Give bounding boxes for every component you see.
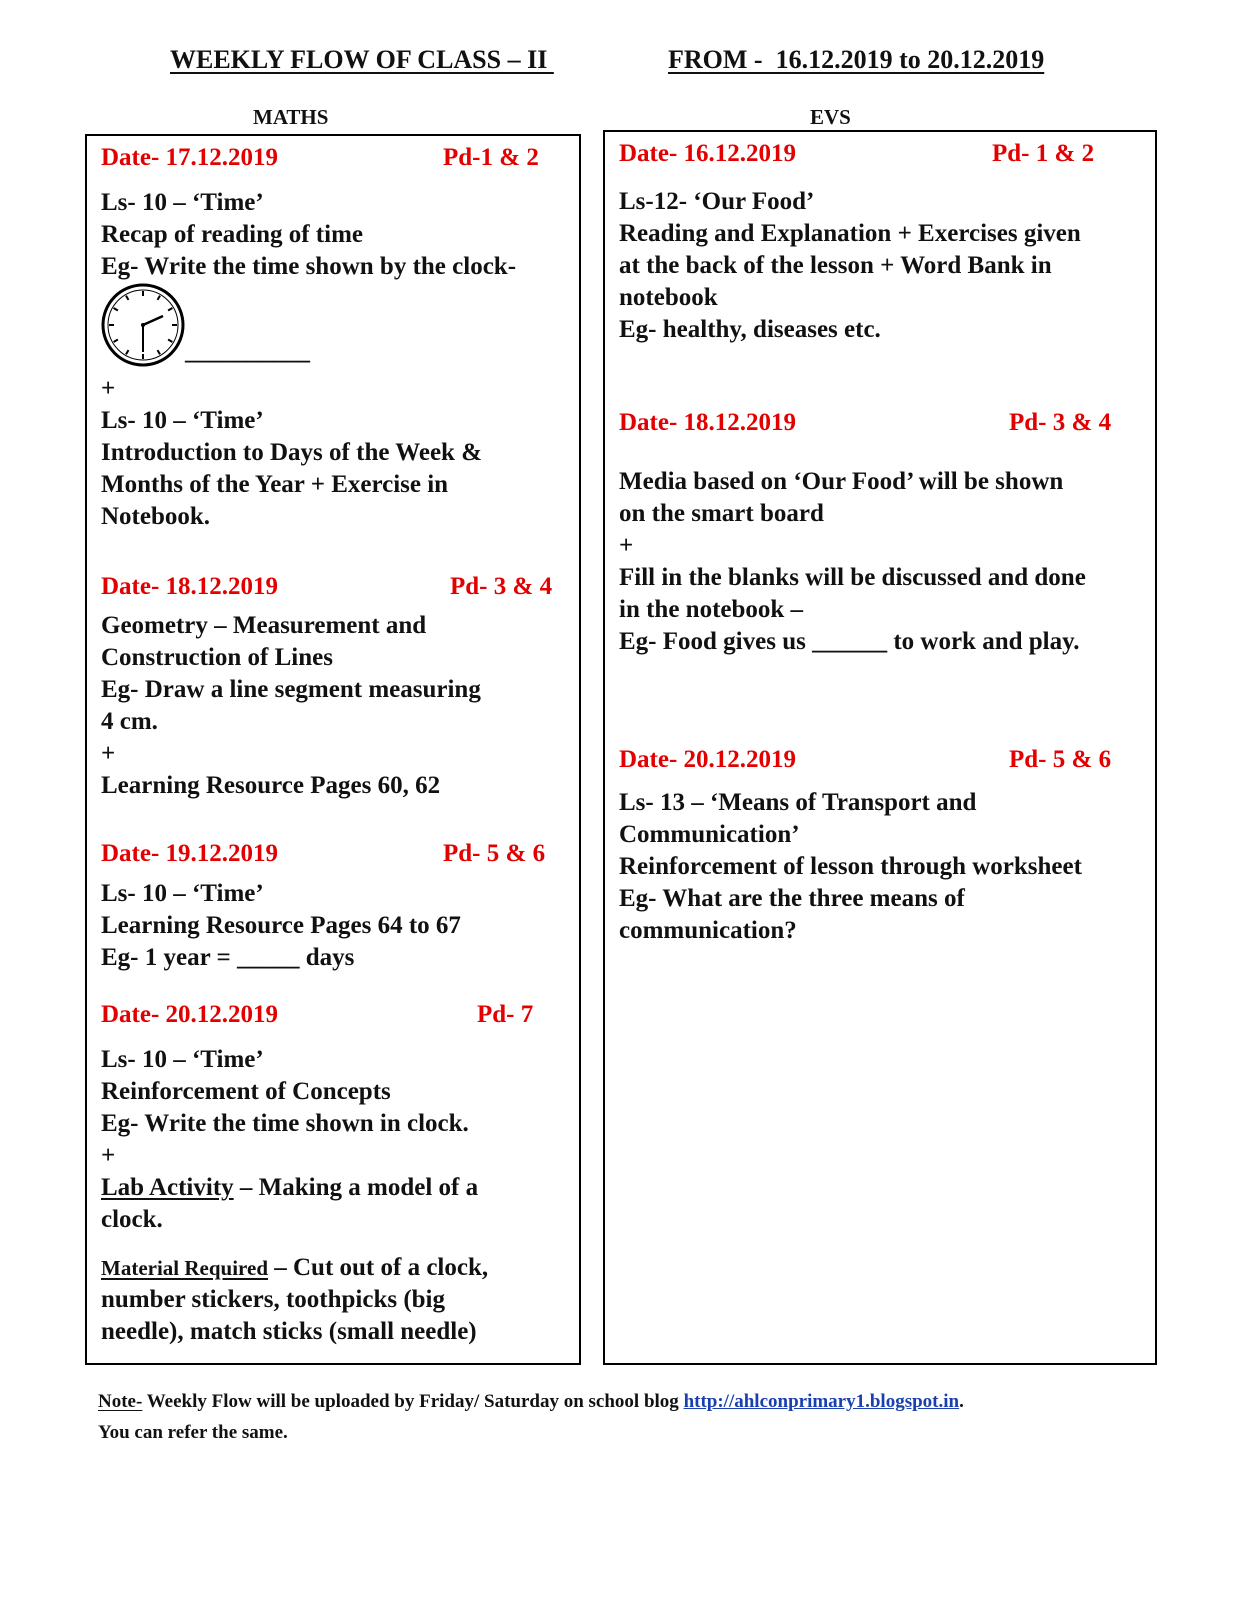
date-label: Date- 20.12.2019 bbox=[619, 746, 797, 773]
period-label: Pd- 1 & 2 bbox=[992, 140, 1095, 167]
date-label: Date- 19.12.2019 bbox=[101, 840, 279, 867]
evs-entry-3 bbox=[619, 787, 1154, 947]
text-line: Eg- Write the time shown in clock. bbox=[101, 1110, 469, 1137]
period-label: Pd- 5 & 6 bbox=[443, 840, 546, 867]
maths-box bbox=[85, 134, 581, 1365]
text-line: Ls- 10 – ‘Time’ bbox=[101, 1046, 264, 1073]
page-title: WEEKLY FLOW OF CLASS – II bbox=[170, 45, 554, 74]
text-line: Reinforcement of Concepts bbox=[101, 1078, 391, 1105]
text-line: Communication’ bbox=[619, 821, 800, 848]
text-line: Ls- 10 – ‘Time’ bbox=[101, 407, 264, 434]
date-range: FROM - 16.12.2019 to 20.12.2019 bbox=[668, 45, 1045, 74]
answer-blank: __________ bbox=[185, 338, 310, 365]
text-line: Recap of reading of time bbox=[101, 221, 363, 248]
text-line: number stickers, toothpicks (big bbox=[101, 1286, 446, 1313]
text-line: clock. bbox=[101, 1206, 163, 1233]
text-line: Fill in the blanks will be discussed and done bbox=[619, 564, 1086, 591]
evs-box bbox=[603, 130, 1157, 1365]
plus-sign: + bbox=[101, 1142, 116, 1169]
text-line: Reinforcement of lesson through worksheet bbox=[619, 853, 1082, 880]
text-line: Learning Resource Pages 64 to 67 bbox=[101, 912, 461, 939]
period-label: Pd- 3 & 4 bbox=[450, 573, 553, 600]
text-line: Geometry – Measurement and bbox=[101, 612, 427, 639]
text-line: Eg- 1 year = _____ days bbox=[101, 944, 355, 971]
maths-entry-2 bbox=[101, 610, 576, 802]
text-line: Learning Resource Pages 60, 62 bbox=[101, 772, 441, 799]
plus-sign: + bbox=[101, 740, 116, 767]
text-line: Eg- Write the time shown by the clock- bbox=[101, 253, 517, 280]
date-label: Date- 17.12.2019 bbox=[101, 144, 279, 171]
lab-activity-text: – Making a model of a bbox=[233, 1174, 479, 1201]
text-line: Eg- healthy, diseases etc. bbox=[619, 316, 881, 343]
clock-icon bbox=[100, 282, 186, 368]
evs-entry-1 bbox=[619, 186, 1154, 346]
period-label: Pd- 3 & 4 bbox=[1009, 409, 1112, 436]
material-required-block bbox=[101, 1252, 576, 1348]
period-label: Pd-1 & 2 bbox=[443, 144, 539, 171]
note-period: . bbox=[959, 1391, 964, 1412]
text-line: Reading and Explanation + Exercises given bbox=[619, 220, 1081, 247]
material-line bbox=[101, 1252, 576, 1284]
maths-entry-4 bbox=[101, 1044, 576, 1236]
lab-activity-line bbox=[101, 1172, 576, 1204]
text-line: Eg- What are the three means of bbox=[619, 885, 965, 912]
text-line: Notebook. bbox=[101, 503, 211, 530]
footer-note bbox=[98, 1386, 1198, 1448]
date-label: Date- 20.12.2019 bbox=[101, 1001, 279, 1028]
text-line: needle), match sticks (small needle) bbox=[101, 1318, 477, 1345]
blog-link[interactable]: http://ahlconprimary1.blogspot.in bbox=[683, 1391, 960, 1412]
text-line: Ls- 13 – ‘Means of Transport and bbox=[619, 789, 977, 816]
text-line: notebook bbox=[619, 284, 718, 311]
evs-heading: EVS bbox=[810, 105, 851, 129]
maths-entry-1 bbox=[101, 187, 576, 283]
note-line-1 bbox=[98, 1386, 1198, 1417]
text-line: Eg- Food gives us ______ to work and play. bbox=[619, 628, 1080, 655]
text-line: Media based on ‘Our Food’ will be shown bbox=[619, 468, 1064, 495]
date-label: Date- 16.12.2019 bbox=[619, 140, 797, 167]
plus-sign: + bbox=[619, 532, 634, 559]
lab-activity-label: Lab Activity bbox=[101, 1174, 234, 1201]
maths-heading: MATHS bbox=[253, 105, 329, 129]
text-line: in the notebook – bbox=[619, 596, 804, 623]
period-label: Pd- 7 bbox=[477, 1001, 534, 1028]
text-line: Introduction to Days of the Week & bbox=[101, 439, 483, 466]
text-line: 4 cm. bbox=[101, 708, 158, 735]
period-label: Pd- 5 & 6 bbox=[1009, 746, 1112, 773]
text-line: on the smart board bbox=[619, 500, 824, 527]
text-line: Months of the Year + Exercise in bbox=[101, 471, 449, 498]
maths-entry-3 bbox=[101, 878, 576, 974]
text-line: Ls-12- ‘Our Food’ bbox=[619, 188, 815, 215]
material-text: – Cut out of a clock, bbox=[268, 1254, 489, 1281]
note-line-2: You can refer the same. bbox=[98, 1422, 288, 1443]
text-line: Ls- 10 – ‘Time’ bbox=[101, 189, 264, 216]
date-label: Date- 18.12.2019 bbox=[101, 573, 279, 600]
text-line: Ls- 10 – ‘Time’ bbox=[101, 880, 264, 907]
note-text: Weekly Flow will be uploaded by Friday/ Saturday on school blog bbox=[142, 1391, 684, 1412]
material-required-label: Material Required bbox=[101, 1256, 268, 1280]
evs-entry-2 bbox=[619, 466, 1154, 658]
text-line: at the back of the lesson + Word Bank in bbox=[619, 252, 1052, 279]
text-line: Eg- Draw a line segment measuring bbox=[101, 676, 481, 703]
text-line: Construction of Lines bbox=[101, 644, 333, 671]
plus-sign: + bbox=[101, 375, 116, 402]
text-line: communication? bbox=[619, 917, 797, 944]
note-label: Note- bbox=[98, 1391, 143, 1412]
maths-entry-1-cont bbox=[101, 373, 576, 533]
date-label: Date- 18.12.2019 bbox=[619, 409, 797, 436]
